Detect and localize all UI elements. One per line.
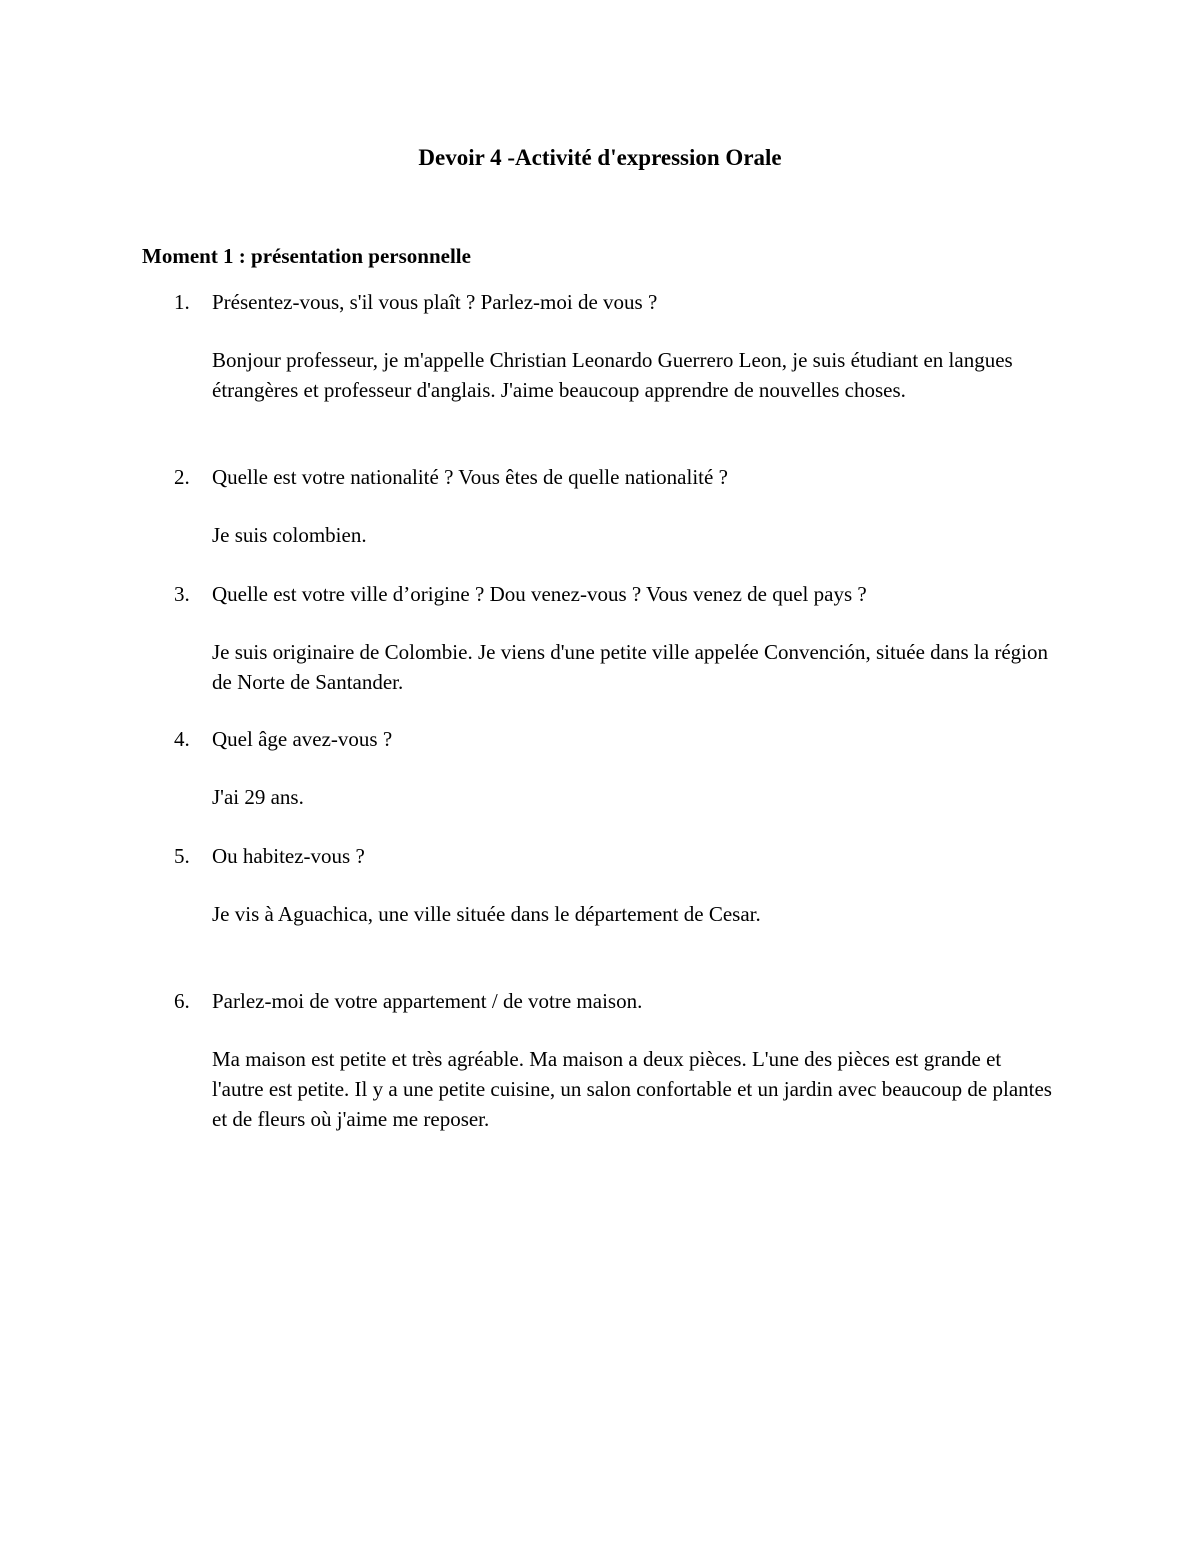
question-row <box>142 579 1062 609</box>
question-text: Quel âge avez-vous ? <box>212 727 393 751</box>
answer-text: Bonjour professeur, je m'appelle Christian Leonardo Guerrero Leon, je suis étudiant en langues étrangères et professeur d'anglais. J'aime beaucoup apprendre de nouvelles choses. <box>212 348 1013 402</box>
question-row <box>142 841 1062 871</box>
answer-text: Je suis colombien. <box>212 523 367 547</box>
question-text: Ou habitez-vous ? <box>212 844 365 868</box>
question-number: 1. <box>174 290 190 314</box>
section-heading: Moment 1 : présentation personnelle <box>142 244 471 268</box>
question-row <box>142 462 1062 492</box>
answer-text: Je suis originaire de Colombie. Je viens d'une petite ville appelée Convención, située dans la région de Norte de Santander. <box>212 640 1048 694</box>
question-row <box>142 986 1062 1016</box>
answer-text: Ma maison est petite et très agréable. Ma maison a deux pièces. L'une des pièces est grande et l'autre est petite. Il y a une petite cuisine, un salon confortable et un jardin avec beaucoup de plantes et de fleurs où j'aime me reposer. <box>212 1047 1052 1131</box>
list-item <box>142 287 1062 405</box>
answer-text: Je vis à Aguachica, une ville située dans le département de Cesar. <box>212 902 761 926</box>
question-text: Quelle est votre nationalité ? Vous êtes de quelle nationalité ? <box>212 465 728 489</box>
question-number: 5. <box>174 844 190 868</box>
question-text: Présentez-vous, s'il vous plaît ? Parlez-moi de vous ? <box>212 290 658 314</box>
list-item <box>142 579 1062 697</box>
answer-text: J'ai 29 ans. <box>212 785 304 809</box>
list-item <box>142 986 1062 1134</box>
question-number: 2. <box>174 465 190 489</box>
list-item <box>142 724 1062 812</box>
question-number: 3. <box>174 582 190 606</box>
document-title: Devoir 4 -Activité d'expression Orale <box>418 145 782 170</box>
list-item <box>142 462 1062 550</box>
question-row <box>142 287 1062 317</box>
question-text: Quelle est votre ville d’origine ? Dou venez-vous ? Vous venez de quel pays ? <box>212 582 867 606</box>
question-text: Parlez-moi de votre appartement / de votre maison. <box>212 989 643 1013</box>
question-number: 6. <box>174 989 190 1013</box>
question-number: 4. <box>174 727 190 751</box>
question-row <box>142 724 1062 754</box>
list-item <box>142 841 1062 929</box>
